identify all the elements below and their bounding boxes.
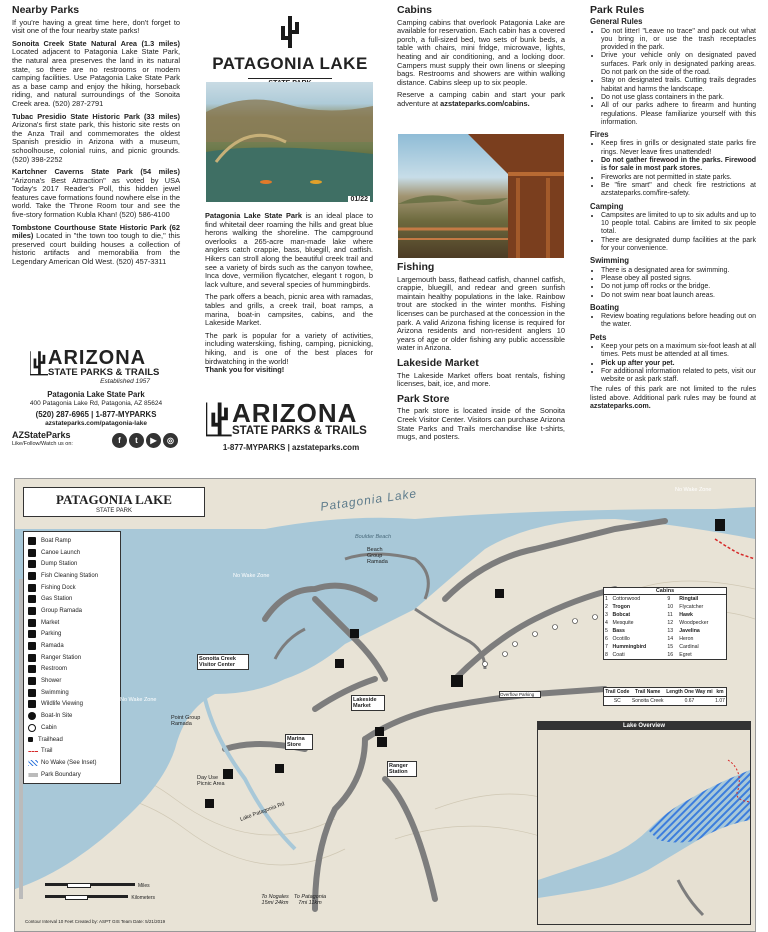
legend-item: Boat Ramp — [28, 535, 116, 547]
social-handle: AZStateParks — [12, 430, 71, 440]
nearby-intro: If you're having a great time here, don't forget to visit one of the four nearby state parks! — [12, 17, 180, 36]
cabin-icon — [28, 724, 36, 732]
website[interactable]: azstateparks.com/patagonia-lake — [45, 420, 147, 427]
az-subtitle: STATE PARKS & TRAILS — [232, 425, 367, 438]
cover-title: PATAGONIA LAKE — [212, 54, 368, 73]
rules-fires: Fires — [590, 130, 609, 140]
established: Established 1957 — [100, 377, 150, 385]
table-row: 1 Cottonwood 9 Ringtail — [605, 596, 699, 602]
ranger-station-icon — [28, 654, 36, 662]
market-icon — [28, 619, 36, 627]
youtube-icon[interactable]: ▶ — [146, 433, 161, 448]
cabins-table-body — [604, 595, 726, 659]
cabins-reserve: Reserve a camping cabin and start your park adventure at azstateparks.com/cabins. — [397, 90, 565, 108]
rules-boating-list: • Review boating regulations before heading out on the water. — [590, 313, 756, 330]
contact-block — [12, 390, 180, 449]
rules-swimming-list: • There is a designated area for swimming. • Please obey all posted signs. • Do not jump off rocks or the bridge. • Do not swim near boat launch areas. — [590, 267, 756, 300]
fishing-dock-icon — [28, 584, 36, 592]
store-text: The park store is located inside of the Sonoita Creek Visitor Center. Visitors can purchase Arizona State Parks and Trails merchandise like t-shirts, mugs, and posters. — [397, 406, 565, 442]
thanks-text: Thank you for visiting! — [205, 365, 285, 375]
no-wake-label: No Wake Zone — [675, 487, 712, 493]
az-title: ARIZONA — [232, 398, 358, 429]
cabin-photo — [398, 134, 564, 258]
az-logo — [30, 348, 170, 385]
fishing-column — [397, 263, 565, 446]
table-row: 5 Bass 13 Javelina — [605, 628, 700, 634]
intro-paragraph: Patagonia Lake State Park is an ideal place to find whitetail deer roaming the hills and great blue herons walking the shoreline. The campground overlooks a 265-acre man-made lake where anglers catch crappie, bass, bluegill, and catfish. Hikers can stroll along the beautiful creek trail and see a variety of birds such as the canyon towhee, Inca dove, vermilion flycatcher, elegant t rogon, b lack vulture, and several species of hummingbirds. — [205, 211, 373, 289]
social-row — [12, 431, 180, 449]
point-ramada-label: Point Group Ramada — [171, 715, 201, 727]
table-row: 7 Hummingbird 15 Cardinal — [605, 644, 699, 650]
legend-item: Fishing Dock — [28, 582, 116, 594]
visitor-center-label[interactable]: Sonoita Creek Visitor Center — [197, 654, 249, 670]
to-nogales-label: To Nogales 15mi 24km — [261, 894, 289, 906]
middle-column — [205, 212, 373, 379]
to-patagonia-label: To Patagonia 7mi 11km — [293, 894, 327, 906]
rules-camping: Camping — [590, 201, 624, 211]
legend-item: Dump Station — [28, 558, 116, 570]
map-title-box — [23, 487, 205, 517]
rules-boating: Boating — [590, 302, 620, 312]
trailhead-icon — [28, 737, 33, 742]
map-title: PATAGONIA LAKE — [56, 492, 172, 507]
park-name: Patagonia Lake State Park — [47, 390, 145, 399]
group-ramada-icon — [28, 607, 36, 615]
scale-bar — [45, 883, 155, 915]
park-entry: Sonoita Creek State Natural Area (1.3 miles) Located adjacent to Patagonia Lake State Park, the natural area preserves the land in its natural state, so there are no restrooms or modern camping facilities. Use Patagonia Lake State Park as a base camp and enjoy the hiking, horseback riding, and natural surroundings of the Sonoita Creek area. (520) 287-2791 — [12, 38, 180, 108]
cabins-text: Camping cabins that overlook Patagonia Lake are available for reservation. Each cabin has a covered porch, a full-sized bed, two sets of bunk beds, a table with chairs, mini fridge, microwave, lights, heating and air conditioning, and a locking door. Campers must supply their own linens or sleeping bags. Restrooms and showers are within walking distance. Cabins sleep up to six people. — [397, 17, 565, 87]
legend-item: Fish Cleaning Station — [28, 570, 116, 582]
az-logo-large — [206, 400, 376, 452]
rules-column — [590, 6, 756, 415]
legend-item: Trailhead — [28, 734, 116, 746]
legend-item: Swimming — [28, 687, 116, 699]
rules-general-list: • Do not litter! "Leave no trace" and pack out what you bring in, or use the trash receptacles provided in the park. • Drive your vehicle only on designated paved surfaces. Park only in designated parking areas. Do not park on the side of the road. • Stay on designated trails. Cutting trails degrades habitat and harms the landscape. • Do not use glass containers in the park. • All of our parks adhere to firearm and hunting regulations. Please familiarize yourself with this information. — [590, 28, 756, 128]
canoe-icon — [28, 549, 36, 557]
market-heading: Lakeside Market — [397, 356, 479, 369]
legend-item: Gas Station — [28, 593, 116, 605]
rules-swimming: Swimming — [590, 256, 629, 266]
cabins-heading: Cabins — [397, 4, 433, 16]
activities-paragraph: The park is popular for a variety of activities, including waterskiing, fishing, camping, picnicking, hiking, and is one of the best places for birdwatching in the world! — [205, 330, 373, 366]
legend-item: Ranger Station — [28, 652, 116, 664]
rules-fires-list: • Keep fires in grills or designated state parks fire rings. Never leave fires unattended! • Do not gather firewood in the parks. Firewood is for sale in most park stores. • Fireworks are not permitted in state parks. • Be "fire smart" and check fire restrictions at azstateparks.com/fire-safety. — [590, 140, 756, 198]
table-row: 6 Ocotillo 14 Heron — [605, 636, 694, 642]
restroom-icon — [28, 665, 36, 673]
nearby-parks-column — [12, 6, 180, 271]
park-entry: Tubac Presidio State Historic Park (33 miles) Arizona's first state park, this historic site rests on the Anza Trail and commemorates the oldest Spanish presidio in Arizona with a museum, schoolhouse, colonial ruins, and picnic grounds. (520) 398-2252 — [12, 111, 180, 164]
footer-contact[interactable]: 1-877-MYPARKS | azstateparks.com — [222, 443, 360, 452]
legend-item: No Wake (See Inset) — [28, 757, 116, 769]
no-wake-label: No Wake Zone — [25, 742, 31, 779]
legend-item: Shower — [28, 675, 116, 687]
legend-item: Boat-In Site — [28, 710, 116, 722]
shower-icon — [28, 677, 36, 685]
cabins-column — [397, 6, 565, 113]
no-wake-label: No Wake Zone — [233, 573, 270, 579]
boat-in-site-icon — [28, 712, 36, 720]
road-label: Lake Patagonia Rd — [239, 801, 286, 823]
fishing-text: Largemouth bass, flathead catfish, channel catfish, crappie, bluegill, and redear and green sunfish maintain healthy populations in the lake. Rainbow trout are stocked in the winter months. Fishing licenses can be purchased at the concession in the park. A valid Arizona fishing license is required for Arizona residents and non-resident anglers 10 years of age or older fishing any public accessible water in Arizona. — [397, 274, 565, 353]
legend-item: Canoe Launch — [28, 547, 116, 559]
phone: (520) 287-6965 | 1-877-MYPARKS — [35, 410, 157, 419]
az-subtitle: STATE PARKS & TRAILS — [48, 367, 160, 378]
cabins-table — [603, 587, 727, 660]
lake-photo-art — [206, 82, 373, 202]
amenities-paragraph: The park offers a beach, picnic area with ramadas, tables and grills, a creek trail, boat ramps, a marina, boat-in campsites, cabins, and the Lakeside Market. — [205, 292, 373, 328]
picnic-area-label: Day Use Picnic Area — [197, 775, 225, 787]
legend-item: Restroom — [28, 664, 116, 676]
table-row: 2 Trogon 10 Flycatcher — [605, 604, 704, 610]
rules-camping-list: • Campsites are limited to up to six adults and up to 10 people total. Cabins are limited to six people total. • There are designated dump facilities at the park for your convenience. — [590, 212, 756, 253]
ranger-station-label[interactable]: Ranger Station — [387, 761, 417, 777]
parking-icon — [28, 630, 36, 638]
instagram-icon[interactable]: ◎ — [163, 433, 178, 448]
address: 400 Patagonia Lake Rd, Patagonia, AZ 85624 — [29, 400, 163, 407]
legend-item: Parking — [28, 629, 116, 641]
cactus-icon — [30, 349, 48, 377]
table-row: SC Sonoita Creek 0.67 1.07 — [613, 698, 725, 704]
legend-item: Park Boundary — [28, 769, 116, 781]
cabin-photo-art — [398, 134, 564, 258]
legend-item: Ramada — [28, 640, 116, 652]
table-row: 4 Mesquite 12 Woodpecker — [605, 620, 709, 626]
beach-ramada-label: Beach Group Ramada — [367, 547, 388, 565]
photo-date: 01/22 — [350, 196, 368, 202]
table-row: 3 Bobcat 11 Hawk — [605, 612, 693, 618]
dump-station-icon — [28, 560, 36, 568]
lakeside-market-label[interactable]: Lakeside Market — [351, 695, 385, 711]
rules-closing: The rules of this park are not limited to the rules listed above. Additional park rules may be found at azstateparks.com. — [590, 386, 756, 411]
store-heading: Park Store — [397, 392, 450, 405]
cover-logo — [205, 14, 375, 90]
wildlife-viewing-icon — [28, 700, 36, 708]
map-subtitle: STATE PARK — [95, 508, 132, 514]
rules-heading: Park Rules — [590, 4, 645, 16]
legend-item: Trail — [28, 745, 116, 757]
az-title: ARIZONA — [48, 347, 147, 369]
fishing-heading: Fishing — [397, 261, 435, 273]
inset-map — [538, 730, 750, 920]
park-entry: Tombstone Courthouse State Historic Park (62 miles) Located in "the town too tough to die," this preserved court building houses a collection of historic artifacts and memorabilia from the Legendary American Old West. (520) 457-3311 — [12, 222, 180, 267]
twitter-icon[interactable]: t — [129, 433, 144, 448]
rules-pets-list: • Keep your pets on a maximum six-foot leash at all times. Pets must be attended at all times. • Pick up after your pet. • For additional information related to pets, visit our website or ask park staff. — [590, 343, 756, 384]
rules-general: General Rules — [590, 17, 643, 27]
cabins-table-title: Cabins — [604, 588, 726, 595]
lake-photo — [206, 82, 373, 202]
facebook-icon[interactable]: f — [112, 433, 127, 448]
map-legend — [23, 531, 121, 784]
legend-item: Market — [28, 617, 116, 629]
market-text: The Lakeside Market offers boat rentals, fishing licenses, bait, ice, and more. — [397, 370, 565, 389]
nearby-heading: Nearby Parks — [12, 4, 80, 16]
ramada-icon — [28, 642, 36, 650]
boat-ramp-icon — [28, 537, 36, 545]
boulder-beach-label: Boulder Beach — [355, 534, 392, 540]
marina-store-label[interactable]: Marina Store — [285, 734, 313, 750]
cactus-icon — [206, 400, 232, 438]
legend-item: Wildlife Viewing — [28, 699, 116, 711]
lake-overview-inset[interactable] — [537, 721, 751, 925]
swimming-icon — [28, 689, 36, 697]
rules-pets: Pets — [590, 332, 607, 342]
fish-cleaning-icon — [28, 572, 36, 580]
legend-item: Cabin — [28, 722, 116, 734]
park-map[interactable] — [14, 478, 756, 932]
gas-station-icon — [28, 595, 36, 603]
park-entry: Kartchner Caverns State Park (54 miles) "Arizona's Best Attraction" as voted by USA Today's 2017 Reader's Poll, this hidden jewel features cave formations found nowhere else in the world. Take the Throne Room tour and see the five-story formation Kubla Khan! (520) 586-4100 — [12, 167, 180, 220]
inset-title: Lake Overview — [538, 722, 750, 730]
lake-label: Patagonia Lake — [319, 486, 418, 514]
table-row: 8 Coati 16 Egret — [605, 652, 692, 658]
scale-miles: Miles — [138, 883, 150, 889]
map-credit: Contour Interval 10 Feet Created by: ASPT GIS Team Date: 5/21/2019 — [25, 919, 166, 924]
cactus-logo-icon — [277, 14, 303, 50]
overflow-parking-label: Overflow Parking — [499, 691, 541, 698]
trail-table — [603, 687, 727, 706]
legend-item: Group Ramada — [28, 605, 116, 617]
social-caption: Like/Follow/Watch us on: — [12, 441, 73, 447]
scale-km: Kilometers — [131, 895, 155, 901]
table-header: Trail Code Trail Name Length One Way mi km — [604, 688, 726, 697]
no-wake-label: No Wake Zone — [120, 697, 157, 703]
